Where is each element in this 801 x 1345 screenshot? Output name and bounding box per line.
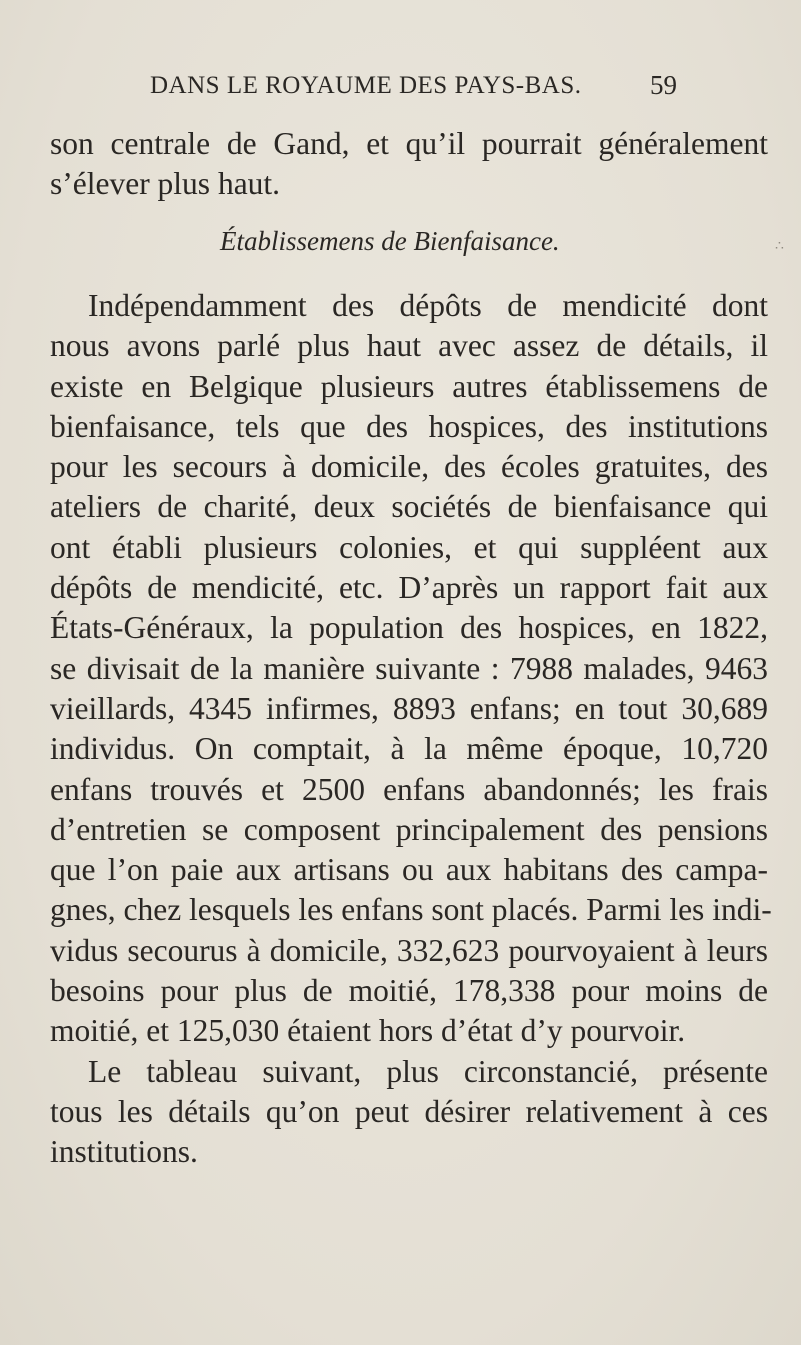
body-text [50, 286, 772, 1173]
text-line: enfans trouvés et 2500 enfans abandonnés; les frais [50, 771, 768, 807]
margin-stain: ∴ [775, 238, 784, 254]
text-line: moitié, et 125,030 étaient hors d’état d’y pourvoir. [50, 1013, 686, 1049]
text-line: besoins pour plus de moitié, 178,338 pour moins de [50, 973, 768, 1009]
intro-text [50, 124, 768, 205]
text-line: vidus secourus à domicile, 332,623 pourvoyaient à leurs [50, 932, 768, 968]
paragraph-2 [50, 1052, 768, 1173]
text-line: s’élever plus haut. [50, 166, 281, 202]
text-line: tous les détails qu’on peut désirer relativement à ces [50, 1093, 768, 1129]
text-line: existe en Belgique plusieurs autres établissemens de [50, 368, 768, 404]
text-line: institutions. [50, 1134, 198, 1170]
text-line: que l’on paie aux artisans ou aux habitans des campa- [50, 852, 768, 888]
text-line: individus. On comptait, à la même époque, 10,720 [50, 731, 768, 767]
section-heading: Établissemens de Bienfaisance. [220, 226, 560, 256]
text-line: son centrale de Gand, et qu’il pourrait généralement [50, 126, 768, 161]
text-line: dépôts de mendicité, etc. D’après un rapport fait aux [50, 570, 768, 606]
running-header: DANS LE ROYAUME DES PAYS-BAS. [150, 72, 582, 99]
text-line: Le tableau suivant, plus circonstancié, présente [88, 1053, 768, 1089]
text-line: bienfaisance, tels que des hospices, des institutions [50, 408, 768, 444]
text-line: nous avons parlé plus haut avec assez de détails, il [50, 328, 768, 364]
text-line: gnes, chez lesquels les enfans sont placés. Parmi les indi- [50, 892, 772, 928]
text-line: États-Généraux, la population des hospices, en 1822, [50, 610, 768, 646]
text-line: ont établi plusieurs colonies, et qui suppléent aux [50, 529, 768, 565]
page-number: 59 [650, 70, 677, 100]
text-line: ateliers de charité, deux sociétés de bienfaisance qui [50, 489, 768, 525]
text-line: pour les secours à domicile, des écoles gratuites, des [50, 449, 768, 485]
text-line: Indépendamment des dépôts de mendicité dont [88, 288, 768, 323]
paragraph-1 [50, 286, 772, 1052]
text-line: vieillards, 4345 infirmes, 8893 enfans; en tout 30,689 [50, 690, 768, 726]
text-line: d’entretien se composent principalement des pensions [50, 811, 768, 847]
text-line: se divisait de la manière suivante : 7988 malades, 9463 [50, 650, 768, 686]
